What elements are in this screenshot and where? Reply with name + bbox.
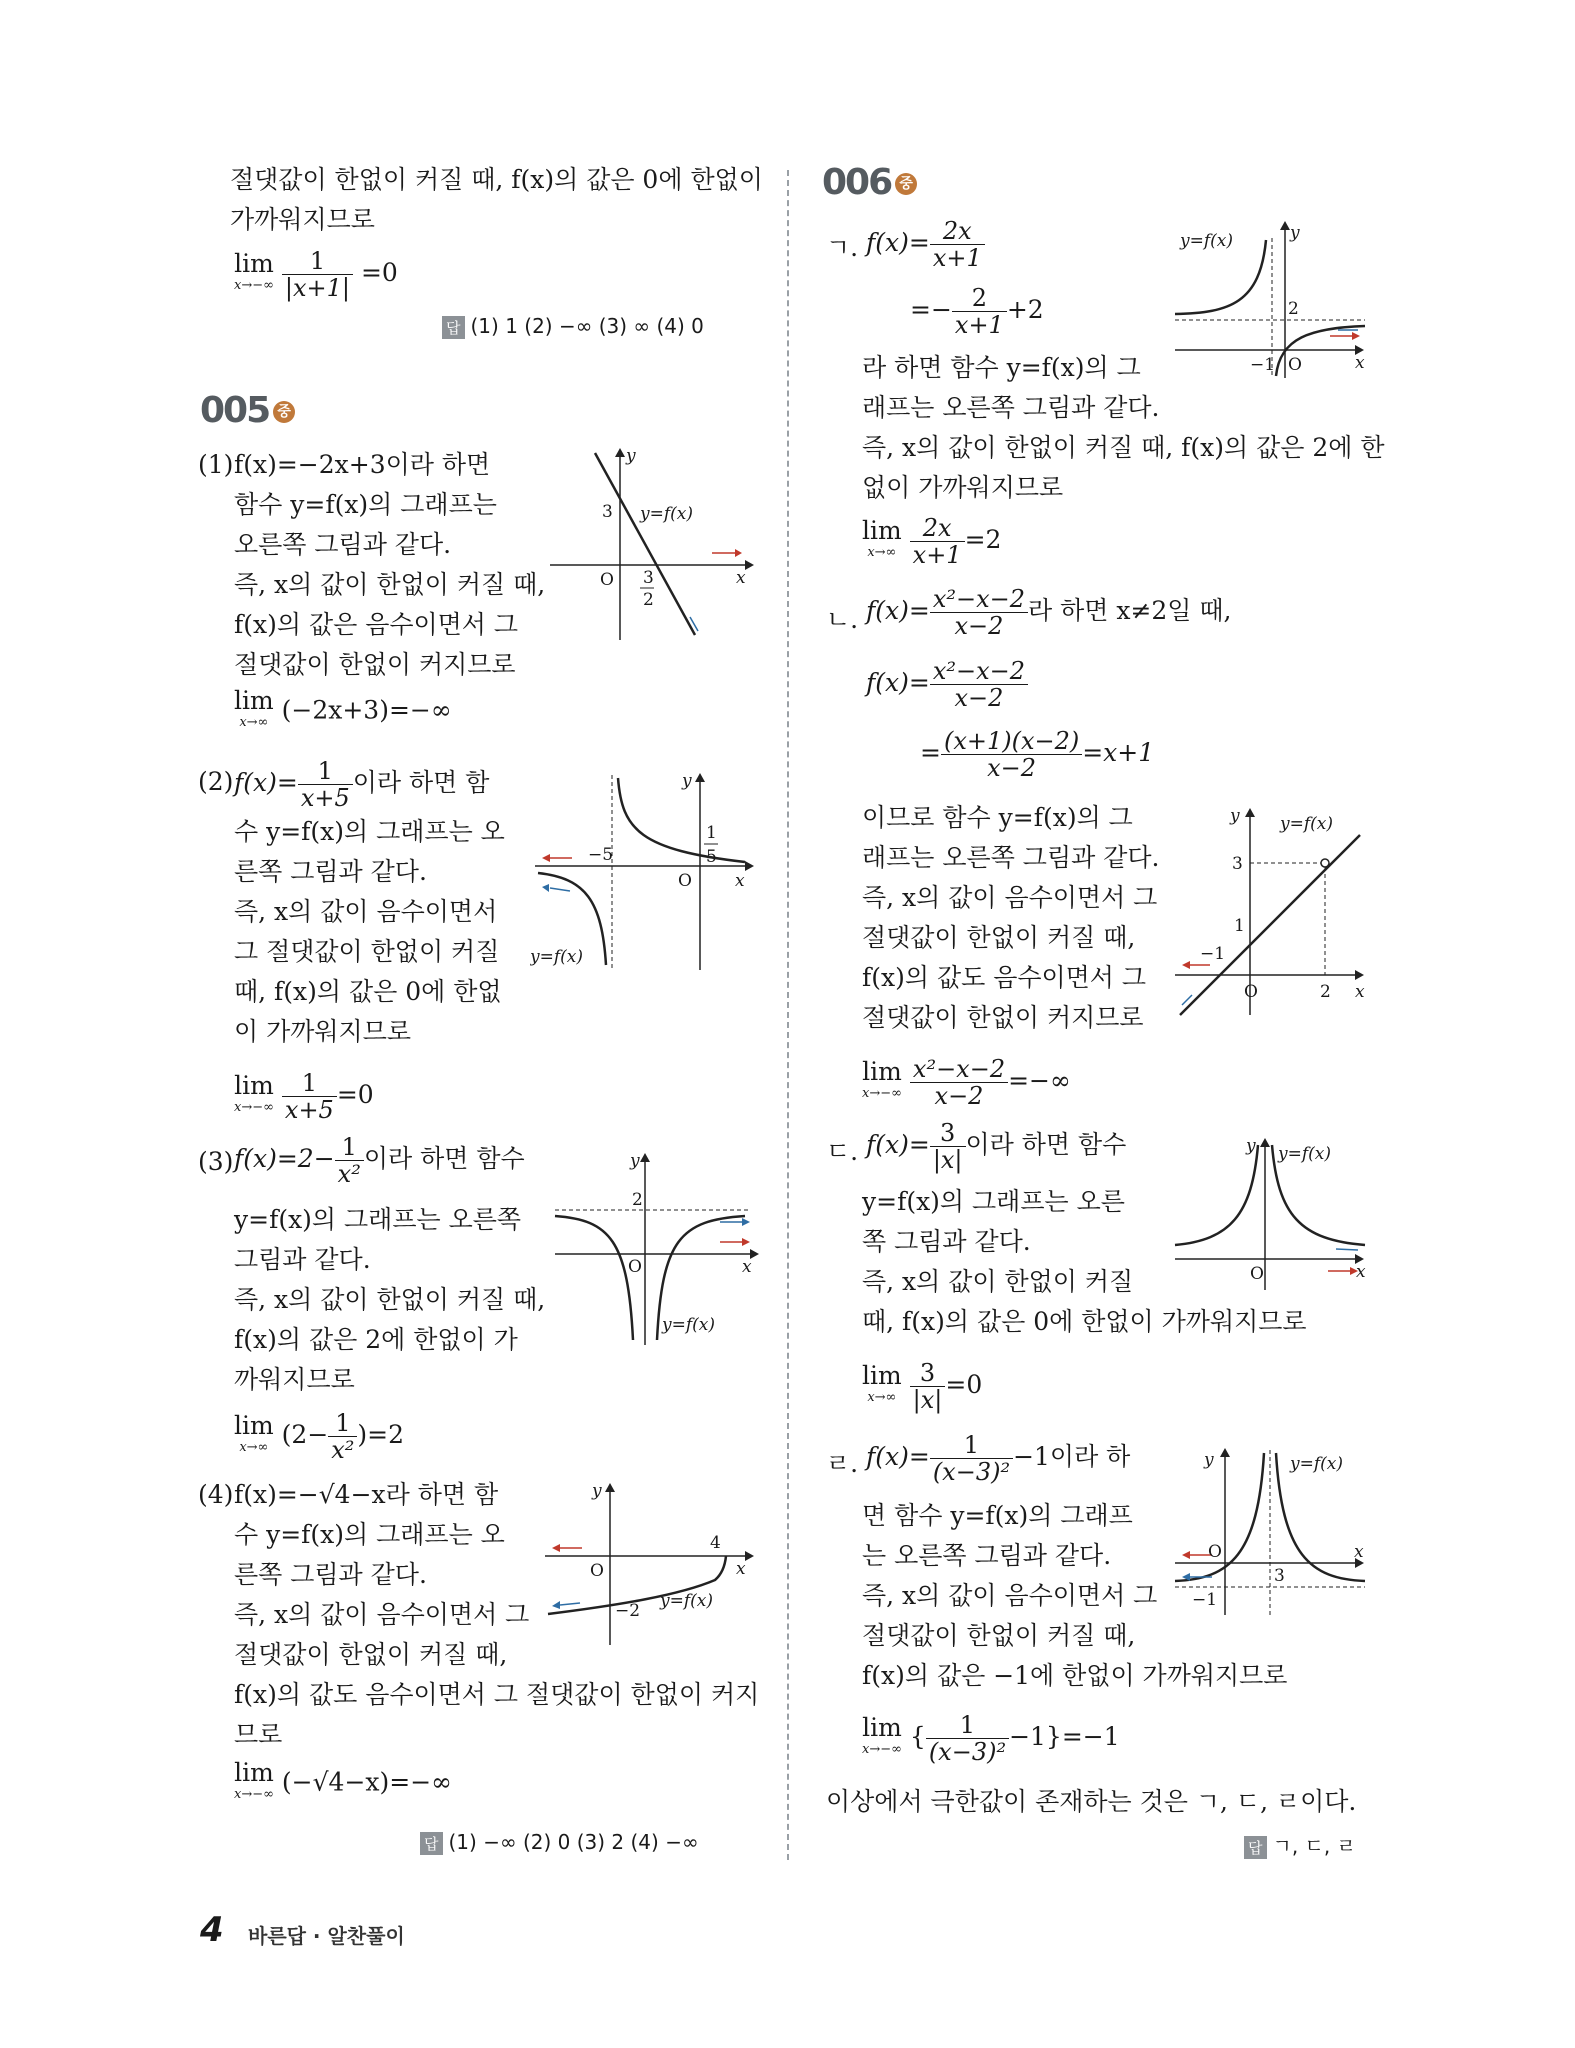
answer-line: 답 ㄱ, ㄷ, ㄹ: [1244, 1830, 1356, 1859]
equation-line: f(x)= $\frac{1}{\text{(x−3)²}}$ −1이라 하: [866, 1431, 1131, 1486]
text-line: 절댓값이 한없이 커질 때, f(x)의 값은 0에 한없이: [230, 165, 763, 194]
svg-text:3: 3: [643, 568, 654, 588]
svg-text:−2: −2: [615, 1601, 641, 1621]
equation-line: f(x)= $\frac{\text{x²−x−2}}{x-2}$ 라 하면 x≠2일 때,: [866, 585, 1232, 640]
difficulty-badge: 중: [273, 401, 295, 423]
svg-text:−1: −1: [1192, 1590, 1218, 1610]
svg-text:x: x: [1355, 982, 1365, 1002]
svg-text:2: 2: [1320, 982, 1331, 1002]
sub-label: ㄹ.: [826, 1449, 859, 1478]
solution-text: 면 함수 y=f(x)의 그래프 는 오른쪽 그림과 같다. 즉, x의 값이 음수이면서 그 절댓값이 한없이 커질 때, f(x)의 값은 −1에 한없이 가까워지므로: [862, 1501, 1288, 1690]
svg-text:O: O: [1244, 982, 1258, 1002]
solution-text: y=f(x)의 그래프는 오른 쪽 그림과 같다. 즉, x의 값이 한없이 커질 때, f(x)의 값은 0에 한없이 가까워지므로: [862, 1187, 1307, 1336]
limit-expression: lim x→∞ (2− $\frac{1}{\text{x²}}$ )=2: [234, 1409, 405, 1464]
graph-005-4: [540, 1480, 760, 1650]
svg-text:−1: −1: [1250, 355, 1276, 375]
graph-005-1: [540, 445, 760, 645]
conclusion: 이상에서 극한값이 존재하는 것은 ㄱ, ㄷ, ㄹ이다.: [826, 1787, 1357, 1816]
svg-text:O: O: [1208, 1542, 1222, 1562]
svg-text:x: x: [736, 568, 746, 588]
svg-text:1: 1: [1234, 916, 1245, 936]
svg-text:5: 5: [706, 847, 717, 867]
svg-text:O: O: [628, 1257, 642, 1277]
footer-title: 바른답 · 알찬풀이: [248, 1924, 405, 1948]
svg-text:2: 2: [643, 590, 654, 610]
svg-text:y=f(x): y=f(x): [660, 1591, 713, 1611]
svg-text:y=f(x): y=f(x): [1278, 1144, 1331, 1164]
limit-expression: lim x→−∞ $\frac{1}{x+5}$ =0: [234, 1069, 374, 1124]
limit-expression: lim x→−∞ $\frac{1}{|x+1|}$ =0: [234, 247, 398, 302]
graph-006-c: [1170, 1135, 1370, 1295]
svg-text:3: 3: [1274, 1566, 1285, 1586]
svg-text:y: y: [626, 446, 636, 466]
svg-text:O: O: [600, 570, 614, 590]
svg-text:y: y: [630, 1151, 640, 1171]
svg-text:y: y: [1290, 223, 1300, 243]
equation-line: = $\frac{(x+1)(x-2)}{x-2}$ =x+1: [920, 727, 1155, 782]
svg-text:−5: −5: [588, 845, 614, 865]
svg-text:x: x: [736, 1559, 746, 1579]
svg-text:y=f(x): y=f(x): [1290, 1454, 1343, 1474]
problem-number: 006 중: [822, 162, 917, 203]
equation-line: f(x)=−√4−x라 하면 함: [234, 1480, 499, 1509]
svg-text:x: x: [735, 871, 745, 891]
svg-text:y: y: [1246, 1136, 1256, 1156]
page-number: 4: [200, 1910, 224, 1950]
svg-text:y=f(x): y=f(x): [530, 947, 583, 967]
equation-line: f(x)= $\frac{2x}{x+1}$: [866, 218, 985, 271]
solution-text: 수 y=f(x)의 그래프는 오 른쪽 그림과 같다. 즉, x의 값이 음수이면서 그 절댓값이 한없이 커질 때, f(x)의 값도 음수이면서 그 절댓값이 한없이 커지 므로: [234, 1520, 760, 1749]
svg-text:1: 1: [706, 823, 717, 843]
graph-006-a: [1170, 218, 1370, 383]
svg-text:x: x: [1355, 353, 1365, 373]
sub-label: ㄷ.: [826, 1137, 859, 1166]
equation-line: f(x)= $\frac{1}{x+5}$ 이라 하면 함: [234, 757, 490, 812]
limit-expression: lim x→−∞ { $\frac{1}{\text{(x−3)²}}$ −1}=−1: [862, 1711, 1120, 1766]
svg-text:O: O: [678, 871, 692, 891]
graph-005-3: [550, 1150, 765, 1350]
difficulty-badge: 중: [895, 173, 917, 195]
solution-text: 이므로 함수 y=f(x)의 그 래프는 오른쪽 그림과 같다. 즉, x의 값이 음수이면서 그 절댓값이 한없이 커질 때, f(x)의 값도 음수이면서 그 절댓값이 한없이 커지므로: [862, 803, 1160, 1032]
svg-text:x: x: [742, 1257, 752, 1277]
svg-text:2: 2: [632, 1190, 643, 1210]
sub-label: (1): [198, 450, 234, 479]
sub-label: (2): [198, 767, 234, 796]
svg-text:3: 3: [1232, 854, 1243, 874]
solution-text: y=f(x)의 그래프는 오른쪽 그림과 같다. 즉, x의 값이 한없이 커질 때, f(x)의 값은 2에 한없이 가 까워지므로: [234, 1205, 546, 1394]
svg-text:x: x: [1354, 1542, 1364, 1562]
svg-text:y: y: [592, 1481, 602, 1501]
solution-text: 라 하면 함수 y=f(x)의 그 래프는 오른쪽 그림과 같다. 즉, x의 값이 한없이 커질 때, f(x)의 값은 2에 한 없이 가까워지므로: [862, 353, 1385, 502]
equation-line: f(x)= $\frac{\text{x²−x−2}}{x-2}$: [866, 658, 1028, 711]
answer-line: 답 (1) −∞ (2) 0 (3) 2 (4) −∞: [420, 1830, 699, 1855]
svg-text:4: 4: [710, 1533, 721, 1553]
limit-expression: lim x→−∞ $\frac{\text{x²−x−2}}{x-2}$ =−∞: [862, 1055, 1071, 1110]
problem-number: 005 중: [200, 390, 295, 431]
svg-text:y=f(x): y=f(x): [1180, 231, 1233, 251]
column-divider: [787, 170, 789, 1860]
svg-text:y: y: [682, 771, 692, 791]
svg-text:O: O: [1288, 355, 1302, 375]
svg-text:y=f(x): y=f(x): [1280, 814, 1333, 834]
solution-text: 수 y=f(x)의 그래프는 오 른쪽 그림과 같다. 즉, x의 값이 음수이면서 그 절댓값이 한없이 커질 때, f(x)의 값은 0에 한없 이 가까워지므로: [234, 817, 505, 1046]
sub-label: (3): [198, 1147, 234, 1176]
svg-text:2: 2: [1288, 299, 1299, 319]
equation-line: f(x)=2− $\frac{1}{\text{x²}}$ 이라 하면 함수: [234, 1133, 525, 1188]
svg-text:y: y: [1204, 1450, 1214, 1470]
svg-text:3: 3: [602, 502, 613, 522]
svg-text:−1: −1: [1200, 944, 1226, 964]
graph-005-2: [530, 770, 760, 975]
limit-expression: lim x→∞ (−2x+3)=−∞: [234, 686, 452, 730]
solution-text: f(x)=−2x+3이라 하면 함수 y=f(x)의 그래프는 오른쪽 그림과 같다. 즉, x의 값이 한없이 커질 때, f(x)의 값은 음수이면서 그 절댓값이 한없이 커지므로: [234, 450, 546, 679]
svg-text:y=f(x): y=f(x): [640, 504, 693, 524]
svg-text:y: y: [1230, 806, 1240, 826]
sub-label: (4): [198, 1480, 234, 1509]
text-line: 가까워지므로: [230, 205, 375, 234]
limit-expression: lim x→∞ $\frac{3}{|x|}$ =0: [862, 1359, 983, 1414]
svg-text:x: x: [1356, 1262, 1366, 1282]
answer-line: 답 (1) 1 (2) −∞ (3) ∞ (4) 0: [442, 314, 704, 339]
sub-label: ㄴ.: [826, 605, 859, 634]
limit-expression: lim x→−∞ (−√4−x)=−∞: [234, 1758, 452, 1802]
svg-text:y=f(x): y=f(x): [662, 1315, 715, 1335]
svg-text:O: O: [590, 1561, 604, 1581]
graph-006-b: [1170, 805, 1370, 1020]
svg-text:O: O: [1250, 1264, 1264, 1284]
equation-line: =− $\frac{2}{x+1}$ +2: [910, 284, 1044, 339]
equation-line: f(x)= $\frac{3}{|x|}$ 이라 하면 함수: [866, 1119, 1127, 1174]
graph-006-d: [1170, 1445, 1370, 1620]
sub-label: ㄱ.: [826, 233, 859, 262]
limit-expression: lim x→∞ $\frac{2x}{x+1}$ =2: [862, 514, 1002, 569]
